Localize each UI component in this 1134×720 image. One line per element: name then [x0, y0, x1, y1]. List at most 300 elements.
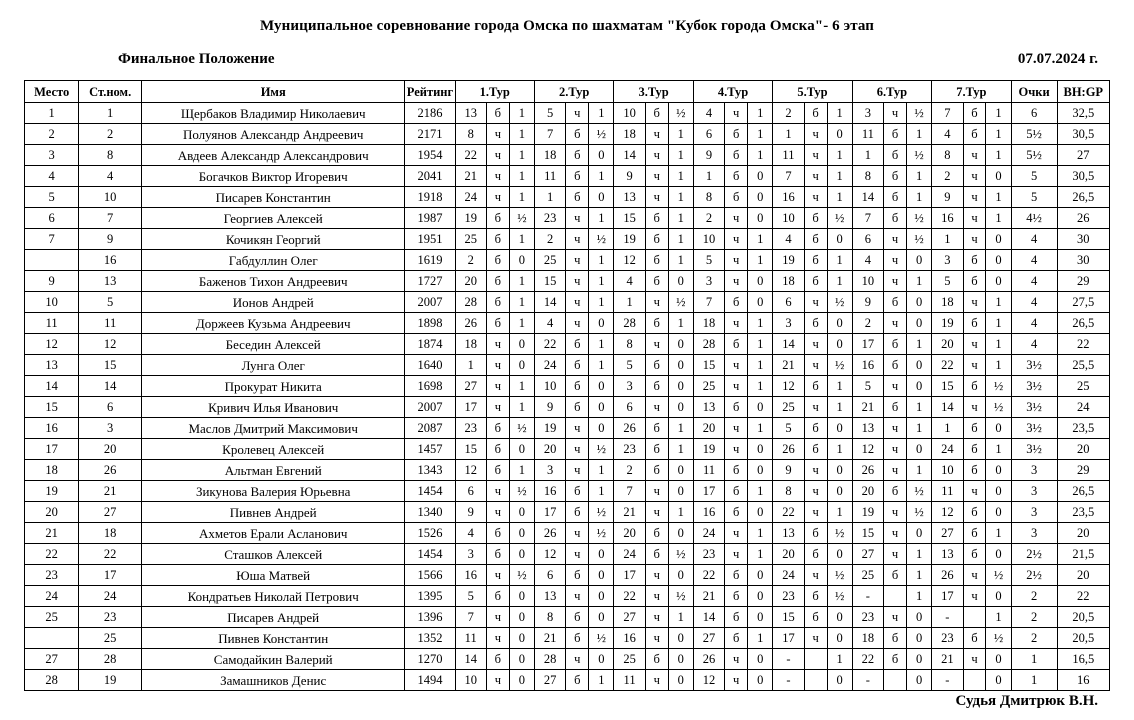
cell-round-5-result: 1: [827, 103, 852, 124]
cell-round-6-color: ч: [884, 418, 907, 439]
cell-round-5-color: ч: [804, 187, 827, 208]
cell-round-6-color: б: [884, 187, 907, 208]
cell-round-3-result: 1: [668, 229, 693, 250]
cell-round-2-opponent: 4: [534, 313, 565, 334]
cell-round-3-opponent: 9: [614, 166, 645, 187]
cell-round-2-opponent: 22: [534, 334, 565, 355]
cell-round-5-result: 1: [827, 502, 852, 523]
cell-round-6-color: ч: [884, 460, 907, 481]
cell-round-5-result: 1: [827, 250, 852, 271]
cell-round-2-color: ч: [566, 313, 589, 334]
cell-round-4-opponent: 9: [693, 145, 724, 166]
cell-round-1-color: ч: [486, 481, 509, 502]
cell-round-4-color: б: [725, 187, 748, 208]
cell-round-5-opponent: 1: [773, 124, 804, 145]
cell-points: 5½: [1011, 145, 1057, 166]
cell-round-6-result: 1: [907, 460, 932, 481]
cell-round-7-color: б: [963, 250, 986, 271]
cell-round-4-result: 0: [748, 208, 773, 229]
table-row: [25, 565, 1110, 586]
cell-rating: 1918: [405, 187, 455, 208]
cell-round-6-result: 1: [907, 334, 932, 355]
cell-round-5-color: ч: [804, 565, 827, 586]
cell-round-6-result: 1: [907, 565, 932, 586]
cell-round-4-color: ч: [725, 208, 748, 229]
cell-round-5-opponent: 19: [773, 250, 804, 271]
cell-round-4-result: 1: [748, 229, 773, 250]
cell-round-6-result: 1: [907, 166, 932, 187]
cell-round-4-color: б: [725, 628, 748, 649]
cell-round-6-opponent: 1: [852, 145, 883, 166]
cell-rating: 1727: [405, 271, 455, 292]
cell-round-7-color: ч: [963, 565, 986, 586]
cell-round-4-opponent: 13: [693, 397, 724, 418]
cell-name: Писарев Константин: [142, 187, 405, 208]
cell-round-2-color: ч: [566, 439, 589, 460]
cell-place: 28: [25, 670, 79, 691]
cell-points: 2: [1011, 628, 1057, 649]
cell-round-6-opponent: 27: [852, 544, 883, 565]
cell-round-4-opponent: 18: [693, 313, 724, 334]
cell-round-1-opponent: 12: [455, 460, 486, 481]
cell-round-7-opponent: 16: [932, 208, 963, 229]
cell-round-6-result: 1: [907, 397, 932, 418]
cell-round-3-result: 0: [668, 334, 693, 355]
cell-round-4-result: 1: [748, 376, 773, 397]
cell-round-2-opponent: 25: [534, 250, 565, 271]
cell-round-7-result: 1: [986, 607, 1011, 628]
cell-round-3-result: 0: [668, 460, 693, 481]
cell-round-4-color: ч: [725, 271, 748, 292]
cell-round-2-color: ч: [566, 460, 589, 481]
cell-round-1-result: 1: [509, 376, 534, 397]
cell-round-3-color: б: [645, 544, 668, 565]
cell-start-no: 19: [79, 670, 142, 691]
cell-round-5-color: ч: [804, 502, 827, 523]
cell-rating: 1343: [405, 460, 455, 481]
cell-round-6-result: 1: [907, 124, 932, 145]
cell-round-3-result: 1: [668, 124, 693, 145]
cell-start-no: 10: [79, 187, 142, 208]
cell-round-2-result: 0: [589, 376, 614, 397]
cell-round-7-result: ½: [986, 628, 1011, 649]
cell-round-3-result: 1: [668, 313, 693, 334]
cell-round-7-result: 0: [986, 544, 1011, 565]
cell-round-6-result: 1: [907, 544, 932, 565]
cell-place: 20: [25, 502, 79, 523]
cell-round-6-opponent: 6: [852, 229, 883, 250]
cell-round-7-opponent: 22: [932, 355, 963, 376]
cell-bh: 24: [1057, 397, 1109, 418]
cell-points: 5: [1011, 187, 1057, 208]
cell-round-5-opponent: 24: [773, 565, 804, 586]
cell-name: Юша Матвей: [142, 565, 405, 586]
cell-round-6-opponent: 23: [852, 607, 883, 628]
cell-points: 4: [1011, 334, 1057, 355]
table-row: [25, 103, 1110, 124]
cell-round-4-opponent: 24: [693, 523, 724, 544]
cell-round-7-opponent: 20: [932, 334, 963, 355]
cell-rating: 1698: [405, 376, 455, 397]
cell-round-4-result: 1: [748, 544, 773, 565]
cell-start-no: 2: [79, 124, 142, 145]
cell-round-3-color: б: [645, 439, 668, 460]
cell-round-1-opponent: 15: [455, 439, 486, 460]
cell-round-3-result: 1: [668, 502, 693, 523]
cell-rating: 1526: [405, 523, 455, 544]
cell-round-1-color: б: [486, 649, 509, 670]
cell-round-2-opponent: 24: [534, 355, 565, 376]
cell-round-7-opponent: 19: [932, 313, 963, 334]
table-row: [25, 313, 1110, 334]
table-row: [25, 229, 1110, 250]
cell-round-6-color: б: [884, 649, 907, 670]
cell-round-6-color: ч: [884, 271, 907, 292]
cell-round-6-opponent: 14: [852, 187, 883, 208]
cell-round-2-result: 0: [589, 313, 614, 334]
cell-round-1-result: ½: [509, 208, 534, 229]
cell-round-1-color: б: [486, 544, 509, 565]
cell-round-4-opponent: 11: [693, 460, 724, 481]
cell-round-5-opponent: 15: [773, 607, 804, 628]
cell-round-2-result: 1: [589, 334, 614, 355]
cell-round-4-color: ч: [725, 250, 748, 271]
cell-name: Замашников Денис: [142, 670, 405, 691]
cell-round-3-color: б: [645, 229, 668, 250]
cell-round-1-opponent: 4: [455, 523, 486, 544]
cell-round-3-result: ½: [668, 292, 693, 313]
cell-name: Георгиев Алексей: [142, 208, 405, 229]
cell-round-4-result: 0: [748, 439, 773, 460]
cell-round-2-result: 1: [589, 166, 614, 187]
cell-round-2-result: ½: [589, 628, 614, 649]
cell-name: Полуянов Александр Андреевич: [142, 124, 405, 145]
cell-place: 11: [25, 313, 79, 334]
cell-round-6-result: 0: [907, 607, 932, 628]
cell-round-4-color: ч: [725, 523, 748, 544]
cell-round-1-opponent: 28: [455, 292, 486, 313]
cell-round-2-result: 1: [589, 670, 614, 691]
cell-round-5-opponent: 21: [773, 355, 804, 376]
cell-round-4-color: б: [725, 166, 748, 187]
cell-round-2-result: 0: [589, 145, 614, 166]
cell-name: Доржеев Кузьма Андреевич: [142, 313, 405, 334]
header-round-7: 7.Тур: [932, 81, 1011, 103]
cell-round-5-color: ч: [804, 166, 827, 187]
cell-round-6-result: 1: [907, 271, 932, 292]
cell-round-6-opponent: 3: [852, 103, 883, 124]
cell-round-2-opponent: 12: [534, 544, 565, 565]
cell-bh: 26,5: [1057, 313, 1109, 334]
cell-points: 2: [1011, 607, 1057, 628]
cell-round-6-color: б: [884, 124, 907, 145]
cell-start-no: 27: [79, 502, 142, 523]
cell-round-2-color: ч: [566, 649, 589, 670]
cell-round-2-opponent: 14: [534, 292, 565, 313]
cell-round-3-color: ч: [645, 166, 668, 187]
cell-round-7-color: ч: [963, 334, 986, 355]
cell-round-5-opponent: 8: [773, 481, 804, 502]
cell-round-3-color: ч: [645, 124, 668, 145]
cell-round-5-color: б: [804, 523, 827, 544]
cell-round-3-opponent: 15: [614, 208, 645, 229]
cell-round-5-opponent: 13: [773, 523, 804, 544]
cell-bh: 22: [1057, 334, 1109, 355]
cell-round-4-opponent: 19: [693, 439, 724, 460]
cell-round-1-result: 0: [509, 544, 534, 565]
cell-round-2-color: ч: [566, 208, 589, 229]
cell-round-2-color: б: [566, 355, 589, 376]
cell-round-6-opponent: 17: [852, 334, 883, 355]
cell-bh: 26,5: [1057, 187, 1109, 208]
cell-round-1-result: 0: [509, 250, 534, 271]
table-row: [25, 502, 1110, 523]
cell-round-3-opponent: 1: [614, 292, 645, 313]
cell-round-3-color: ч: [645, 187, 668, 208]
cell-round-1-color: ч: [486, 397, 509, 418]
cell-round-4-opponent: 20: [693, 418, 724, 439]
cell-points: 3½: [1011, 376, 1057, 397]
table-row: [25, 670, 1110, 691]
cell-round-4-color: б: [725, 145, 748, 166]
cell-round-5-opponent: 18: [773, 271, 804, 292]
cell-round-3-color: б: [645, 418, 668, 439]
cell-round-4-opponent: 7: [693, 292, 724, 313]
cell-bh: 30,5: [1057, 124, 1109, 145]
cell-round-7-opponent: 15: [932, 376, 963, 397]
cell-place: 10: [25, 292, 79, 313]
cell-round-7-opponent: 12: [932, 502, 963, 523]
cell-round-3-result: ½: [668, 544, 693, 565]
cell-round-7-color: б: [963, 628, 986, 649]
cell-round-7-opponent: 1: [932, 229, 963, 250]
cell-points: 4½: [1011, 208, 1057, 229]
cell-round-3-opponent: 16: [614, 628, 645, 649]
cell-round-7-color: б: [963, 376, 986, 397]
cell-round-5-result: 0: [827, 313, 852, 334]
cell-round-5-color: б: [804, 250, 827, 271]
cell-round-1-opponent: 8: [455, 124, 486, 145]
cell-round-4-color: б: [725, 586, 748, 607]
cell-round-5-result: 1: [827, 439, 852, 460]
cell-round-7-color: ч: [963, 586, 986, 607]
page-title: Муниципальное соревнование города Омска по шахматам "Кубок города Омска"- 6 этап: [260, 18, 874, 34]
cell-round-6-opponent: 9: [852, 292, 883, 313]
cell-round-2-color: б: [566, 187, 589, 208]
cell-round-7-opponent: 23: [932, 628, 963, 649]
cell-round-3-opponent: 26: [614, 418, 645, 439]
cell-round-3-opponent: 23: [614, 439, 645, 460]
cell-round-3-color: б: [645, 250, 668, 271]
cell-points: 4: [1011, 250, 1057, 271]
cell-round-3-color: ч: [645, 481, 668, 502]
cell-round-4-color: б: [725, 565, 748, 586]
cell-round-7-opponent: 3: [932, 250, 963, 271]
cell-round-7-result: 0: [986, 271, 1011, 292]
cell-round-6-result: 1: [907, 586, 932, 607]
cell-round-2-color: б: [566, 334, 589, 355]
cell-round-7-result: 0: [986, 649, 1011, 670]
cell-rating: 2041: [405, 166, 455, 187]
cell-round-5-opponent: 25: [773, 397, 804, 418]
cell-round-1-color: б: [486, 208, 509, 229]
cell-round-3-color: б: [645, 649, 668, 670]
cell-round-7-color: б: [963, 313, 986, 334]
cell-round-3-result: 0: [668, 376, 693, 397]
cell-place: 17: [25, 439, 79, 460]
table-row: [25, 250, 1110, 271]
cell-round-6-color: ч: [884, 376, 907, 397]
cell-round-4-color: ч: [725, 229, 748, 250]
cell-round-5-opponent: 3: [773, 313, 804, 334]
cell-name: Зикунова Валерия Юрьевна: [142, 481, 405, 502]
cell-round-5-color: б: [804, 439, 827, 460]
cell-round-2-opponent: 28: [534, 649, 565, 670]
cell-round-2-result: 0: [589, 418, 614, 439]
cell-round-6-opponent: 25: [852, 565, 883, 586]
header-round-2: 2.Тур: [534, 81, 613, 103]
cell-round-7-color: б: [963, 124, 986, 145]
table-row: [25, 439, 1110, 460]
cell-round-1-color: ч: [486, 334, 509, 355]
cell-bh: 21,5: [1057, 544, 1109, 565]
cell-round-5-result: ½: [827, 523, 852, 544]
cell-round-6-opponent: 22: [852, 649, 883, 670]
cell-round-5-color: ч: [804, 355, 827, 376]
cell-round-5-color: б: [804, 229, 827, 250]
cell-round-3-color: б: [645, 313, 668, 334]
cell-round-3-opponent: 10: [614, 103, 645, 124]
cell-round-4-color: ч: [725, 670, 748, 691]
cell-round-3-result: ½: [668, 103, 693, 124]
cell-round-2-opponent: 2: [534, 229, 565, 250]
cell-round-6-color: б: [884, 481, 907, 502]
table-row: [25, 586, 1110, 607]
cell-round-3-color: б: [645, 103, 668, 124]
cell-start-no: 26: [79, 460, 142, 481]
cell-round-5-result: 1: [827, 376, 852, 397]
cell-round-2-opponent: 26: [534, 523, 565, 544]
table-row: [25, 649, 1110, 670]
cell-round-1-opponent: 3: [455, 544, 486, 565]
cell-round-6-result: 0: [907, 376, 932, 397]
cell-rating: 1494: [405, 670, 455, 691]
cell-round-1-result: 1: [509, 292, 534, 313]
cell-round-1-result: 0: [509, 439, 534, 460]
cell-round-4-color: б: [725, 460, 748, 481]
cell-round-3-color: ч: [645, 397, 668, 418]
cell-name: Пивнев Андрей: [142, 502, 405, 523]
cell-round-5-result: ½: [827, 355, 852, 376]
cell-round-2-result: 1: [589, 355, 614, 376]
cell-round-6-color: ч: [884, 229, 907, 250]
cell-round-1-result: 1: [509, 145, 534, 166]
cell-round-1-color: ч: [486, 565, 509, 586]
cell-round-3-opponent: 4: [614, 271, 645, 292]
cell-name: Ахметов Ерали Асланович: [142, 523, 405, 544]
cell-round-4-color: б: [725, 502, 748, 523]
cell-round-7-result: 0: [986, 418, 1011, 439]
cell-round-6-color: [884, 586, 907, 607]
cell-round-5-opponent: 20: [773, 544, 804, 565]
header-place: Место: [25, 81, 79, 103]
cell-round-4-result: 0: [748, 502, 773, 523]
standings-table-wrapper: [0, 80, 1134, 691]
cell-round-7-color: [963, 670, 986, 691]
cell-round-4-result: 0: [748, 670, 773, 691]
cell-rating: 1619: [405, 250, 455, 271]
cell-bh: 16,5: [1057, 649, 1109, 670]
cell-round-7-color: ч: [963, 208, 986, 229]
cell-start-no: 13: [79, 271, 142, 292]
cell-rating: 1454: [405, 544, 455, 565]
cell-bh: 27: [1057, 145, 1109, 166]
cell-place: 3: [25, 145, 79, 166]
cell-rating: 2007: [405, 397, 455, 418]
cell-round-4-result: 0: [748, 397, 773, 418]
cell-round-7-opponent: 7: [932, 103, 963, 124]
cell-round-6-result: ½: [907, 229, 932, 250]
cell-start-no: 18: [79, 523, 142, 544]
cell-bh: 23,5: [1057, 502, 1109, 523]
cell-round-6-color: б: [884, 292, 907, 313]
cell-name: Габдуллин Олег: [142, 250, 405, 271]
cell-bh: 30,5: [1057, 166, 1109, 187]
cell-round-2-opponent: 9: [534, 397, 565, 418]
cell-round-1-result: 0: [509, 586, 534, 607]
cell-bh: 20: [1057, 565, 1109, 586]
cell-round-3-result: 1: [668, 607, 693, 628]
cell-round-5-color: [804, 649, 827, 670]
cell-round-6-color: ч: [884, 439, 907, 460]
cell-round-4-color: ч: [725, 649, 748, 670]
cell-round-2-color: ч: [566, 544, 589, 565]
cell-round-7-result: 1: [986, 355, 1011, 376]
cell-round-3-result: 1: [668, 418, 693, 439]
cell-round-3-result: 0: [668, 670, 693, 691]
cell-round-4-result: 1: [748, 418, 773, 439]
cell-name: Кочикян Георгий: [142, 229, 405, 250]
header-start-no: Ст.ном.: [79, 81, 142, 103]
cell-start-no: 12: [79, 334, 142, 355]
cell-bh: 23,5: [1057, 418, 1109, 439]
cell-round-7-color: б: [963, 418, 986, 439]
cell-round-1-color: ч: [486, 124, 509, 145]
cell-round-3-opponent: 5: [614, 355, 645, 376]
cell-rating: 1340: [405, 502, 455, 523]
cell-round-1-result: 1: [509, 313, 534, 334]
cell-round-1-result: 1: [509, 397, 534, 418]
table-row: [25, 376, 1110, 397]
cell-round-7-opponent: 1: [932, 418, 963, 439]
cell-round-3-result: 0: [668, 481, 693, 502]
cell-round-1-color: ч: [486, 166, 509, 187]
cell-round-6-color: ч: [884, 250, 907, 271]
cell-round-2-result: 0: [589, 649, 614, 670]
cell-round-1-opponent: 25: [455, 229, 486, 250]
cell-rating: 1457: [405, 439, 455, 460]
cell-round-1-result: ½: [509, 481, 534, 502]
cell-round-6-color: ч: [884, 607, 907, 628]
cell-points: 3½: [1011, 418, 1057, 439]
cell-round-5-color: ч: [804, 628, 827, 649]
cell-round-1-opponent: 1: [455, 355, 486, 376]
cell-round-2-color: б: [566, 166, 589, 187]
cell-round-4-result: 1: [748, 334, 773, 355]
cell-round-6-result: 0: [907, 670, 932, 691]
cell-rating: 2087: [405, 418, 455, 439]
cell-round-5-result: 0: [827, 334, 852, 355]
